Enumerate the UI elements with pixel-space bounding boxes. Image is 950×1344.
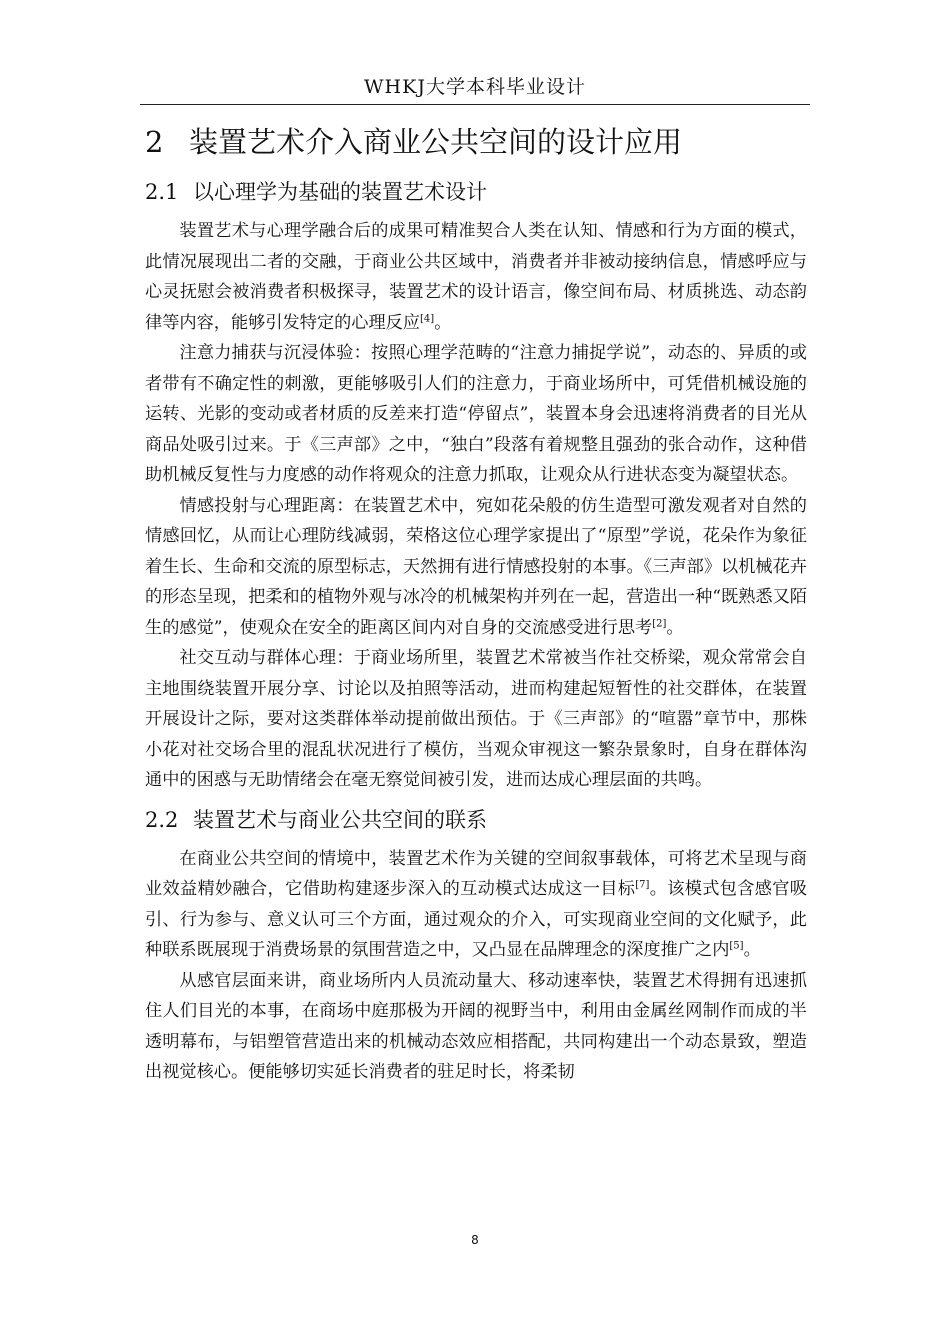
paragraph-end: 。	[434, 312, 452, 333]
paragraph-text: 。该模式包含感官吸引、行为参与、意义认可三个方面，通过观众的介入，可实现商业空间的文化赋予，此种联系既展现于消费场景的氛围营造之中，又凸显在品牌理念的深度推广之内	[145, 879, 807, 960]
paragraph: 注意力捕获与沉浸体验：按照心理学范畴的“注意力捕捉学说”，动态的、异质的或者带有不确定性的刺激，更能够吸引人们的注意力，于商业场所中，可凭借机械设施的运转、光影的变动或者材质的反差来打造“停留点”，装置本身会迅速将消费者的目光从商品处吸引过来。于《三声部》之中，“独白”段落有着规整且强劲的张合动作，这种借助机械反复性与力度感的动作将观众的注意力抓取，让观众从行进状态变为凝望状态。	[145, 343, 807, 485]
citation-ref: [7]	[635, 879, 650, 891]
section-title: 装置艺术与商业公共空间的联系	[193, 807, 487, 832]
chapter-number: 2	[145, 125, 164, 159]
chapter-title: 装置艺术介入商业公共空间的设计应用	[189, 125, 683, 159]
citation-ref: [5]	[729, 940, 744, 952]
paragraph	[145, 216, 807, 338]
citation-ref: [2]	[652, 617, 667, 629]
running-header: WHKJ大学本科毕业设计	[364, 76, 586, 98]
paragraph-text: 情感投射与心理距离：在装置艺术中，宛如花朵般的仿生造型可激发观者对自然的情感回忆，从而让心理防线减弱，荣格这位心理学家提出了“原型”学说，花朵作为象征着生长、生命和交流的原型标志，天然拥有进行情感投射的本事。《三声部》以机械花卉的形态呈现，把柔和的植物外观与冰冷的机械架构并列在一起，营造出一种“既熟悉又陌生的感觉”，使观众在安全的距离区间内对自身的交流感受进行思考	[145, 495, 807, 638]
citation-ref: [4]	[420, 312, 435, 324]
paragraph	[145, 491, 807, 644]
paragraph	[145, 844, 807, 966]
page-content	[145, 118, 807, 1088]
paragraph-end: 。	[743, 940, 761, 960]
paragraph: 从感官层面来讲，商业场所内人员流动量大、移动速率快，装置艺术得拥有迅速抓住人们目光的本事，在商场中庭那极为开阔的视野当中，利用由金属丝网制作而成的半透明幕布，与铝塑管营造出来的机械动态效应相搭配，共同构建出一个动态景致，塑造出视觉核心。便能够切实延长消费者的驻足时长，将柔韧	[145, 970, 807, 1082]
header-rule	[140, 104, 810, 105]
paragraph-text: 在商业公共空间的情境中，装置艺术作为关键的空间叙事载体，可将艺术呈现与商业效益精妙融合，它借助构建逐步深入的互动模式达成这一目标	[145, 848, 807, 899]
page-number: 8	[471, 1233, 479, 1247]
paragraph-text: 装置艺术与心理学融合后的成果可精准契合人类在认知、情感和行为方面的模式，此情况展现出二者的交融，于商业公共区域中，消费者并非被动接纳信息，情感呼应与心灵抚慰会被消费者积极探寻，装置艺术的设计语言，像空间布局、材质挑选、动态韵律等内容，能够引发特定的心理反应	[145, 221, 807, 333]
chapter-heading	[145, 120, 807, 164]
paragraph: 社交互动与群体心理：于商业场所里，装置艺术常被当作社交桥梁，观众常常会自主地围绕装置开展分享、讨论以及拍照等活动，进而构建起短暂性的社交群体，在装置开展设计之际，要对这类群体举动提前做出预估。于《三声部》的“喧嚣”章节中，那株小花对社交场合里的混乱状况进行了模仿，当观众审视这一繁杂景象时，自身在群体沟通中的困惑与无助情绪会在毫无察觉间被引发，进而达成心理层面的共鸣。	[145, 648, 807, 790]
section-number: 2.2	[145, 807, 179, 832]
paragraph-end: 。	[666, 617, 684, 638]
section-number: 2.1	[145, 180, 179, 204]
section-title: 以心理学为基础的装置艺术设计	[193, 180, 487, 204]
section-heading-2-1	[145, 174, 807, 210]
section-heading-2-2	[145, 802, 807, 838]
